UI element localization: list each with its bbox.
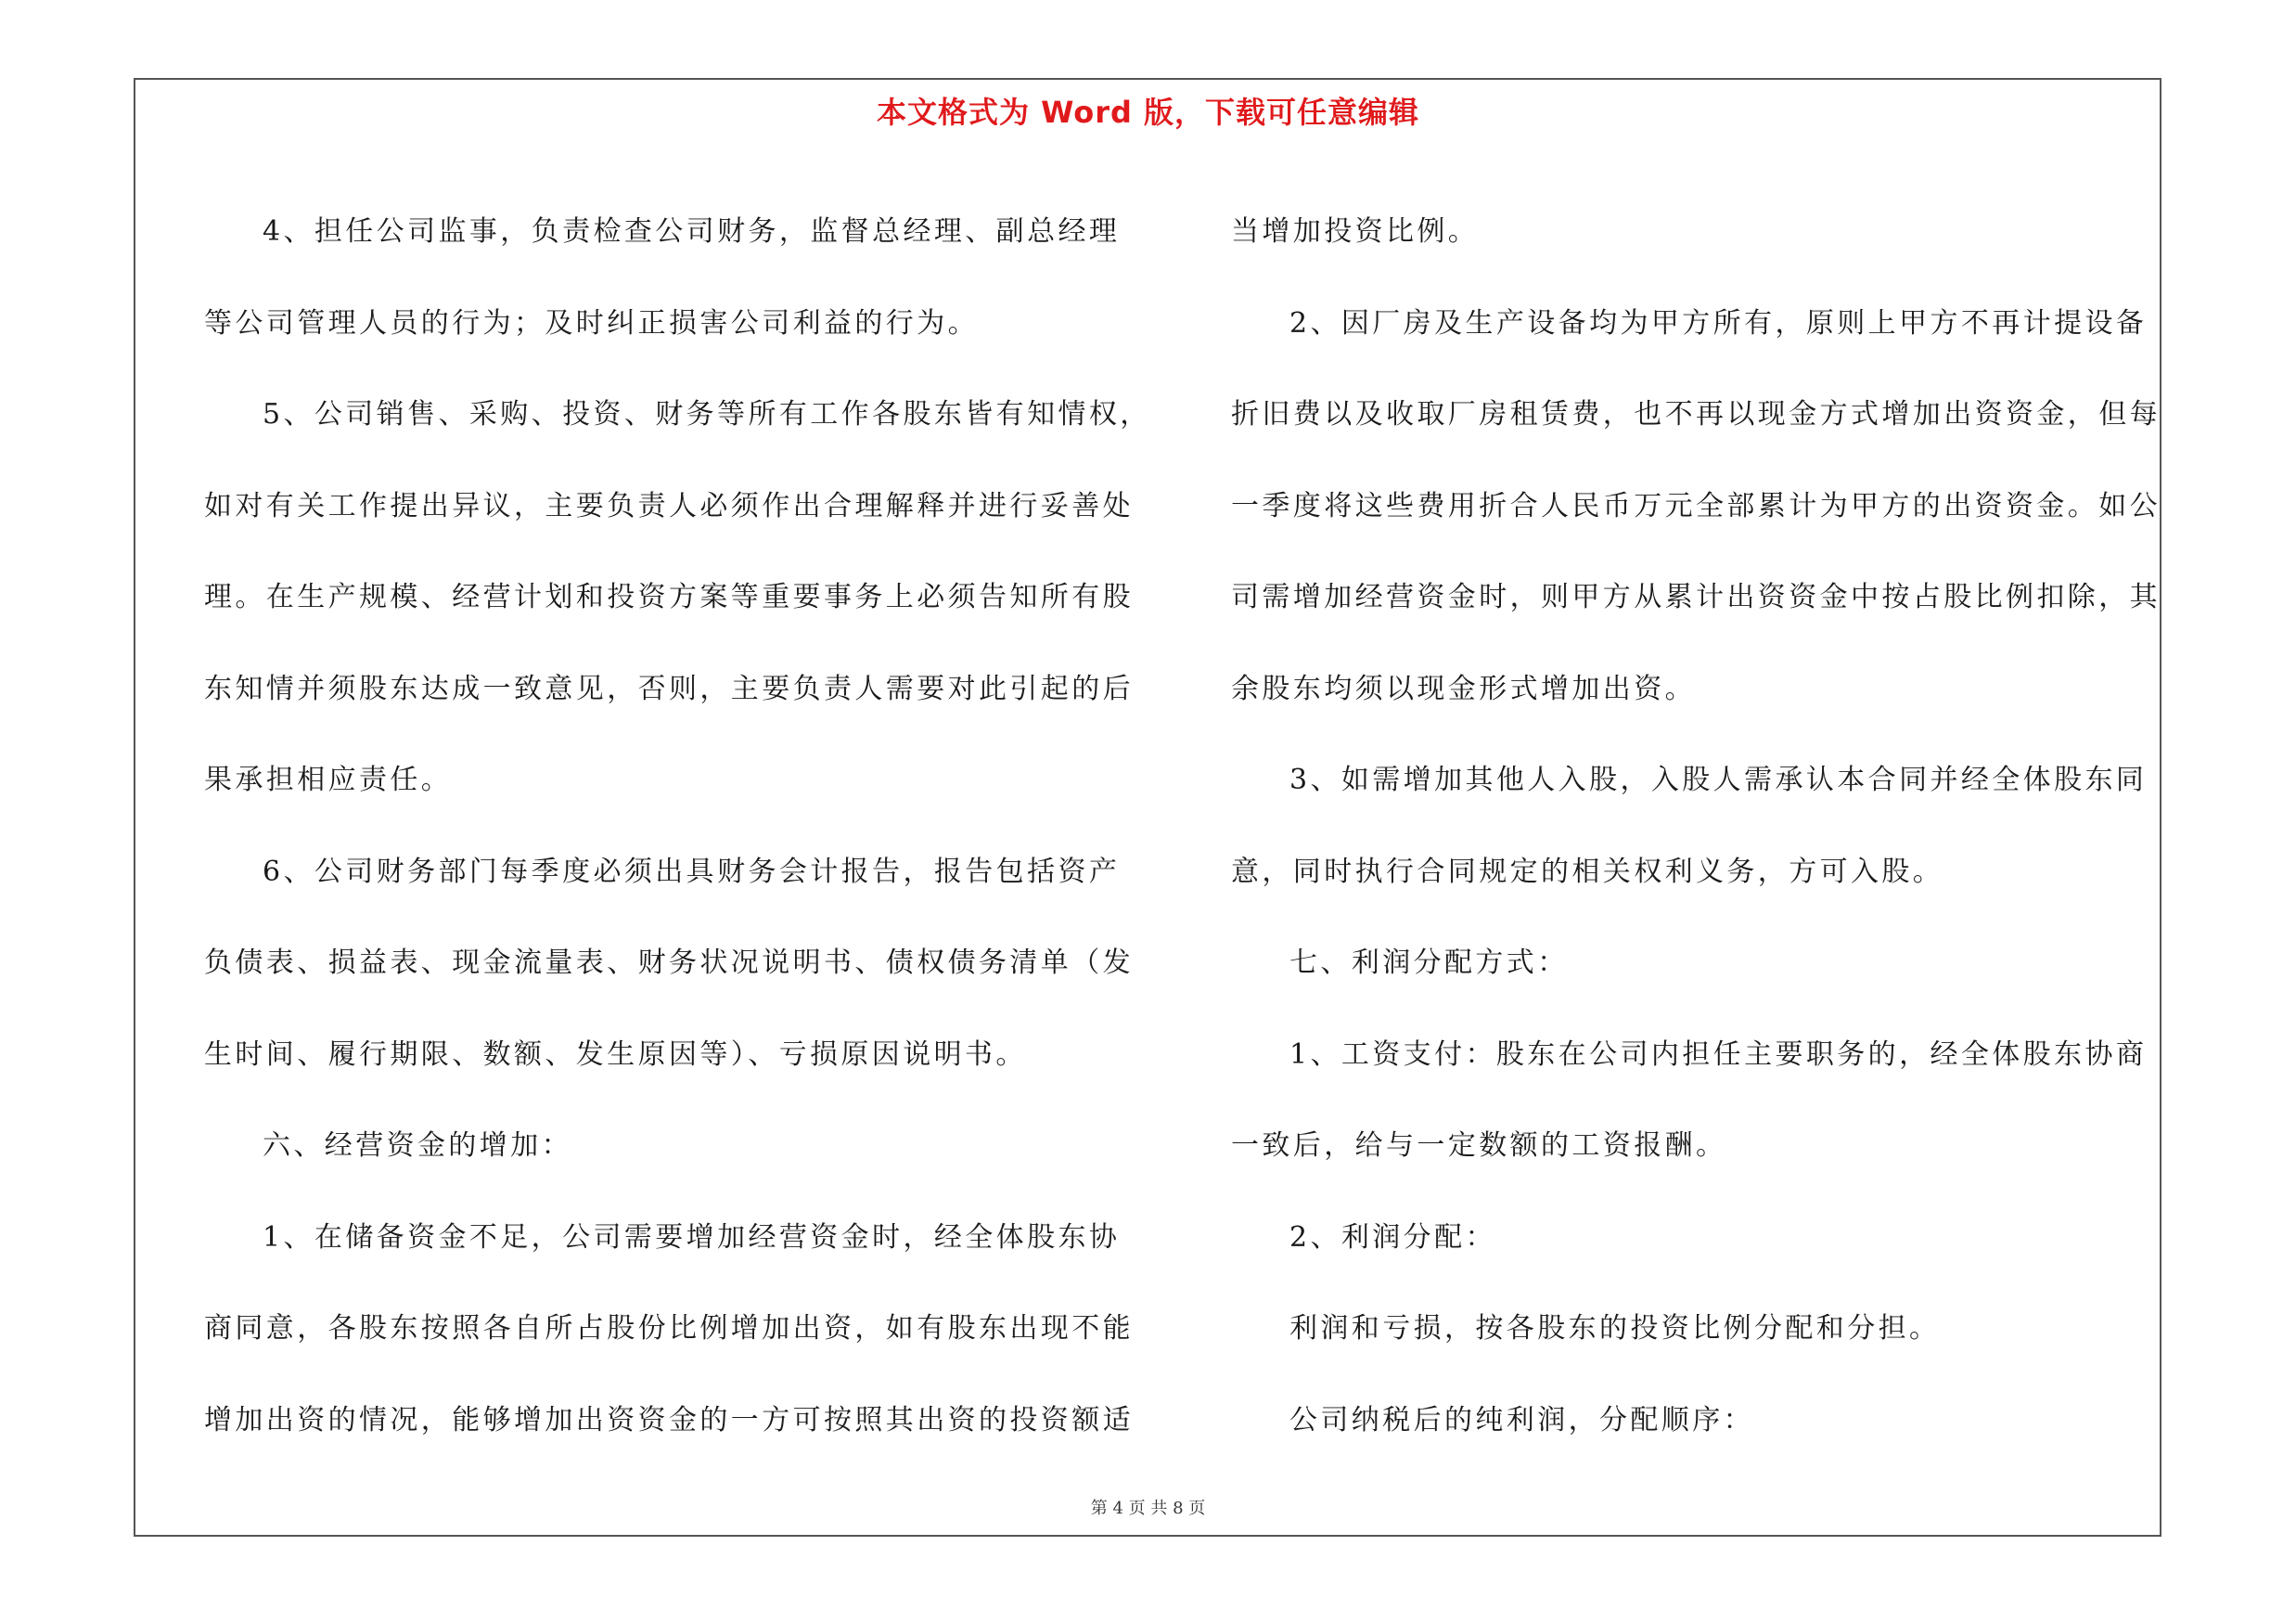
text-line: 2、因厂房及生产设备均为甲方所有，原则上甲方不再计提设备 xyxy=(1289,306,2148,340)
paragraph-financial-report xyxy=(204,827,1132,1101)
right-text-column xyxy=(1231,187,2159,1466)
text-line: 一季度将这些费用折合人民币万元全部累计为甲方的出资资金。如公 xyxy=(1231,489,2161,522)
paragraph-profit-loss-sharing xyxy=(1231,1283,2159,1375)
text-line: 东知情并须股东达成一致意见，否则，主要负责人需要对此引起的后 xyxy=(204,672,1134,705)
text-line: 七、利润分配方式： xyxy=(1289,947,1569,979)
paragraph-salary-payment xyxy=(1231,1010,2159,1192)
text-line: 商同意，各股东按照各自所占股份比例增加出资，如有股东出现不能 xyxy=(204,1312,1134,1345)
section-heading-profit-distribution xyxy=(1231,918,2159,1010)
paragraph-capital-increase-1 xyxy=(204,1192,1132,1467)
paragraph-capital-increase-2 xyxy=(1231,278,2159,736)
text-line: 公司纳税后的纯利润，分配顺序： xyxy=(1289,1403,1754,1436)
text-line: 意，同时执行合同规定的相关权利义务，方可入股。 xyxy=(1231,855,1944,888)
text-line: 余股东均须以现金形式增加出资。 xyxy=(1231,672,1696,705)
paragraph-capital-increase-3 xyxy=(1231,735,2159,918)
text-line: 3、如需增加其他人入股，入股人需承认本合同并经全体股东同 xyxy=(1289,764,2148,796)
paragraph-right-to-know xyxy=(204,369,1151,827)
text-line: 1、工资支付：股东在公司内担任主要职务的，经全体股东协商 xyxy=(1289,1037,2148,1071)
left-text-column xyxy=(204,187,1151,1466)
text-line: 一致后，给与一定数额的工资报酬。 xyxy=(1231,1129,1727,1162)
paragraph-profit-distribution xyxy=(1231,1192,2159,1284)
text-line: 6、公司财务部门每季度必须出具财务会计报告，报告包括资产 xyxy=(263,855,1121,888)
text-line: 六、经营资金的增加： xyxy=(263,1129,572,1162)
text-line: 果承担相应责任。 xyxy=(204,764,453,796)
text-line: 4、担任公司监事，负责检查公司财务，监督总经理、副总经理 xyxy=(263,215,1121,248)
text-line: 负债表、损益表、现金流量表、财务状况说明书、债权债务清单（发 xyxy=(204,947,1134,979)
text-line: 生时间、履行期限、数额、发生原因等）、亏损原因说明书。 xyxy=(204,1037,1027,1071)
text-line: 5、公司销售、采购、投资、财务等所有工作各股东皆有知情权， xyxy=(263,398,1151,431)
paragraph-supervisor-duty xyxy=(204,187,1132,369)
text-line: 等公司管理人员的行为；及时纠正损害公司利益的行为。 xyxy=(204,306,979,340)
text-line: 利润和亏损，按各股东的投资比例分配和分担。 xyxy=(1289,1312,1941,1345)
section-heading-capital-increase xyxy=(204,1101,1132,1192)
text-line: 理。在生产规模、经营计划和投资方案等重要事务上必须告知所有股 xyxy=(204,581,1134,613)
text-line: 折旧费以及收取厂房租赁费，也不再以现金方式增加出资资金，但每 xyxy=(1231,398,2161,431)
text-line: 如对有关工作提出异议，主要负责人必须作出合理解释并进行妥善处 xyxy=(204,489,1134,522)
paragraph-net-profit-order xyxy=(1231,1375,2159,1467)
paragraph-capital-increase-1-cont xyxy=(1231,187,2159,278)
text-line: 2、利润分配： xyxy=(1289,1220,1496,1254)
page-number: 第 4 页 共 8 页 xyxy=(1090,1499,1206,1518)
text-line: 当增加投资比例。 xyxy=(1231,215,1480,248)
word-format-banner: 本文格式为 Word 版，下载可任意编辑 xyxy=(876,95,1420,130)
text-line: 司需增加经营资金时，则甲方从累计出资资金中按占股比例扣除，其 xyxy=(1231,581,2161,613)
text-line: 增加出资的情况，能够增加出资资金的一方可按照其出资的投资额适 xyxy=(204,1403,1134,1436)
text-line: 1、在储备资金不足，公司需要增加经营资金时，经全体股东协 xyxy=(263,1220,1121,1254)
